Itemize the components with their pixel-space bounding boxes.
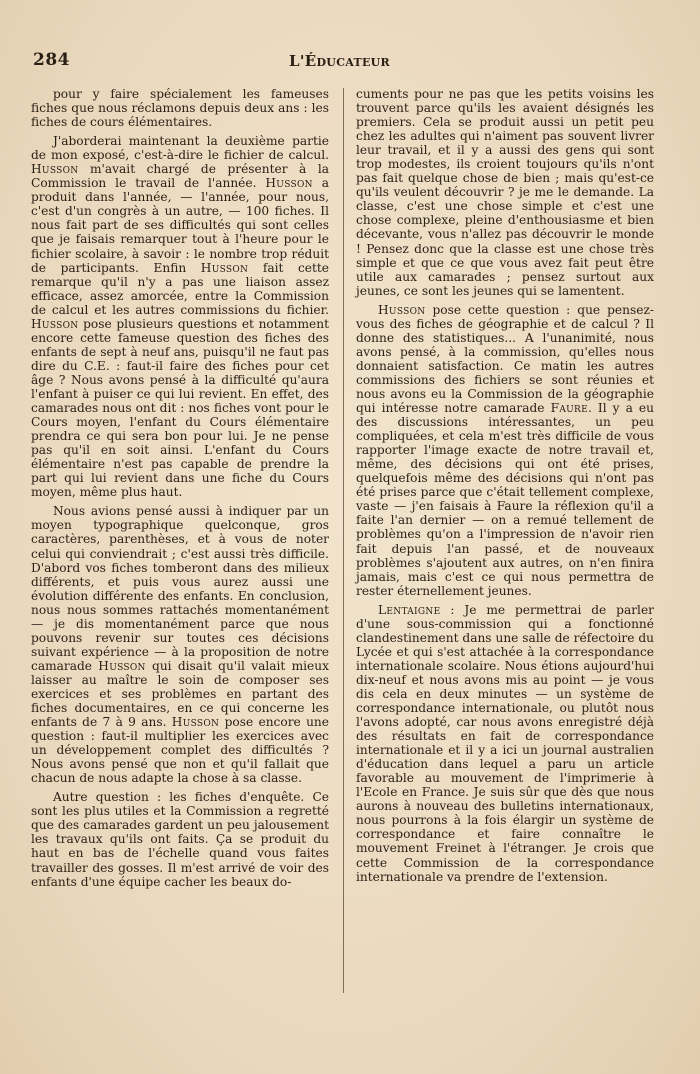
page-number: 284 — [33, 50, 70, 70]
paragraph — [356, 87, 654, 298]
text-segment: cuments pour ne pas que les petits voisins les trouvent parce qu'ils les avaient désignés les premiers. Cela se produit aussi un petit peu chez les adultes qui n'aiment pas souvent livrer leur travail, et il y a aussi des gens qui sont trop modestes, ils croient toujours qu'ils n'ont pas fait quelque chose de bien ; mais qu'est-ce qu'ils veulent découvrir ? je me le demande. La classe, c'est une chose simple et c'est une chose complexe, pleine d'enthousiasme et bien décevante, vous n'allez pas découvrir le monde ! Pensez donc que la classe est une chose très simple et que ce que vous avez fait peut être utile aux camarades ; pensez surtout aux jeunes, ce sont les jeunes qui se lamentent. — [356, 87, 654, 298]
speaker-name: Husson — [200, 260, 249, 275]
paragraph — [356, 303, 654, 598]
text-segment: a produit dans l'année, — l'année, pour nous, c'est d'un congrès à un autre, — 100 fiches. Il nous fait part de ses difficultés qui sont celles que je faisais remarquer tout à l'heure pour le fichier scolaire, à savoir : le nombre trop réduit de participants. Enfin — [31, 176, 329, 275]
speaker-name: Husson — [31, 316, 79, 331]
speaker-name: Husson — [378, 302, 426, 317]
running-title: L'Éducateur — [289, 52, 390, 70]
speaker-name: Lentaigne — [378, 602, 441, 617]
text-segment: pose cette question : que pensez-vous des fiches de géographie et de calcul ? Il donne des statistiques... A l'unanimité, nous avons pensé, à la commission, qu'elles nous donnaient satisfaction. Ce matin les autres commissions des fichiers se sont réunies et nous avons eu la Commission de la géographie qui intéresse notre camarade — [356, 302, 654, 416]
left-column — [31, 87, 329, 894]
paragraph — [31, 790, 329, 888]
speaker-name: Husson — [265, 176, 313, 191]
page-header — [33, 50, 673, 74]
text-segment: . Il y a eu des discussions intéressantes, un peu compliquées, et cela m'est très difficile de vous rapporter l'image exacte de notre travail et, même, des décisions qui ont été prises, quelquefois même des décisions qui n'ont pas été prises parce que c'était tellement complexe, vaste — j'en faisais à Faure la réflexion qu'il a faite l'an dernier — on a remué tellement de problèmes qu'on a l'impression de n'avoir rien fait depuis l'an passé, et de nouveaux problèmes s'ajoutent aux autres, on n'en finira jamais, mais c'est ce qui nous permettra de rester éternellement jeunes. — [356, 401, 654, 598]
column-divider — [343, 88, 344, 993]
text-segment: Nous avions pensé aussi à indiquer par un moyen typographique quelconque, gros caractères, parenthèses, et à vous de noter celui qui conviendrait ; c'est aussi très difficile. D'abord vos fiches tomberont dans des milieux différents, et puis vous aurez aussi une évolution différente des enfants. En conclusion, nous nous sommes rattachés momentanément — je dis momentanément parce que nous pouvons revenir sur toutes ces décisions suivant expérience — à la proposition de notre camarade — [31, 504, 329, 673]
paragraph — [356, 603, 654, 884]
text-segment: J'aborderai maintenant la deuxième partie de mon exposé, c'est-à-dire le fichier de calcul. — [31, 134, 329, 163]
speaker-name: Husson — [171, 715, 220, 730]
text-segment: Autre question : les fiches d'enquête. Ce sont les plus utiles et la Commission a regretté que des camarades gardent un peu jalousement les travaux qu'ils ont faits. Ça se produit du haut en bas de l'échelle quand vous faites travailler des gosses. Il m'est arrivé de voir des enfants d'une équipe cacher les beaux do- — [31, 790, 329, 889]
text-segment: m'avait chargé de présenter à la Commission le travail de l'année. — [31, 162, 329, 191]
speaker-name: Faure — [550, 401, 588, 416]
text-segment: fait cette remarque qu'il n'y a pas une liaison assez efficace, assez amorcée, entre la Commission de calcul et les autres commissions du fichier. — [31, 260, 329, 317]
text-segment: pose encore une question : faut-il multiplier les exercices avec un développement complet des difficultés ? Nous avons pensé que non et qu'il fallait que chacun de nous adapte la chose à sa classe. — [31, 715, 329, 786]
paragraph — [31, 504, 329, 785]
text-segment: pour y faire spécialement les fameuses fiches que nous réclamons depuis deux ans : les fiches de cours élémentaires. — [31, 87, 329, 130]
right-column — [356, 87, 654, 889]
text-segment: qui disait qu'il valait mieux laisser au maître le soin de composer ses exercices et ses problèmes en partant des fiches documentaires, en ce qui concerne les enfants de 7 à 9 ans. — [31, 658, 329, 730]
speaker-name: Husson — [98, 658, 146, 673]
paragraph — [31, 134, 329, 499]
text-segment: : Je me permettrai de parler d'une sous-commission qui a fonctionné clandestinement dans une salle de réfectoire du Lycée et qui s'est attachée à la correspondance internationale scolaire. Nous étions aujourd'hui dix-neuf et nous avons mis au point — je vous dis cela en deux minutes — un système de correspondance internationale, ou plutôt nous l'avons adopté, car nous avons enregistré déjà des résultats en fait de correspondance internationale et il y a ici un journal australien d'éducation dans lequel a paru un article favorable au mouvement de l'imprimerie à l'Ecole en France. Je suis sûr que dès que nous aurons à nouveau des bulletins internationaux, nous pourrons à la fois élargir un système de correspondance et faire connaître le mouvement Freinet à l'étranger. Je crois que cette Commission de la correspondance internationale va prendre de l'extension. — [356, 602, 654, 884]
paragraph — [31, 87, 329, 129]
speaker-name: Husson — [31, 162, 79, 177]
text-segment: pose plusieurs questions et notamment encore cette fameuse question des fiches des enfants de sept à neuf ans, puisqu'il ne faut pas dire du C.E. : faut-il faire des fiches pour cet âge ? Nous avons pensé à la difficulté qu'aura l'enfant à puiser ce qui lui revient. En effet, des camarades nous ont dit : nos fiches vont pour le Cours moyen, l'enfant du Cours élémentaire prendra ce qui sera bon pour lui. Je ne pense pas qu'il en soit ainsi. L'enfant du Cours élémentaire n'est pas capable de prendre la part qui lui revient dans une fiche du Cours moyen, même plus haut. — [31, 316, 329, 500]
